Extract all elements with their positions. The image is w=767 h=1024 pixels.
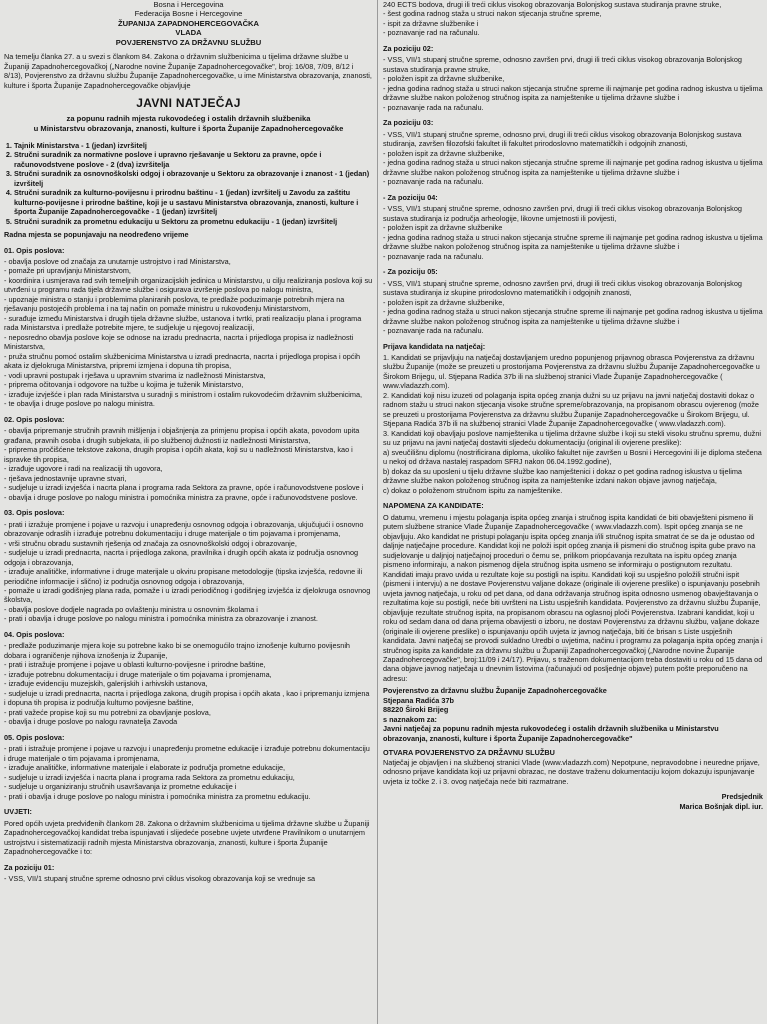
list-item: - obavlja poslove od značaja za unutarnje ustrojstvo i rad Ministarstva, [4,257,231,266]
otvara-heading: OTVARA POVJERENSTVO ZA DRŽAVNU SLUŽBU [383,748,555,758]
list-item: - obavlja pripremanje stručnih pravnih mišljenja i objašnjenja za primjenu propisa i općih akata, povodom upita građana, pravnih osoba i drugih subjekata, ili po službenoj dužnosti iz nadležnosti Ministarstva, [4,426,360,445]
position-item: 2. Stručni suradnik za normativne poslove i upravno rješavanje u Sektoru za pravne, opće i računovodstvene poslove - 2 (dva) izvršitelja [14,150,373,169]
address-line: Javni natječaj za popunu radnih mjesta rukovodećeg i ostalih državnih službenika u Ministarstvu obrazovanja, znanosti, kulture i športa Županije Zapadnohercegovačke" [383,724,719,743]
list-item: - položen ispit za državne službenike, [383,297,505,307]
list-item: - obavlja i druge poslove po nalogu ministra i pomoćnika ministra za pravne, opće i računovodstvene poslove. [4,492,358,502]
poz2-heading: Za poziciju 02: [383,43,434,53]
list-item: - prati i obavlja i druge poslove po nalogu ministra i pomoćnika ministra za prometnu edukaciju. [4,791,311,801]
list-item: - VSS, VII/1 stupanj stručne spreme, odnosno prvi, drugi ili treći ciklus visokog obrazovanja Bolonjskog sustava studiranja, završen filozofski fakultet ili fakultet prirodoslovno matematičkih i odgojnih znanosti, [383,129,742,149]
opis4-list [4,641,373,726]
list-item: - jedna godina radnog staža u struci nakon stjecanja stručne spreme ili najmanje pet godina radnog iskustva u tijelima državne službe nakon položenog stručnog ispita za namještenike u tijelima državne službe i [383,83,763,103]
signature-name: Marica Bošnjak dipl. iur. [679,801,763,811]
document-header [4,0,373,47]
list-item: 1. Kandidati se prijavljuju na natječaj dostavljanjem uredno popunjenog prijavnog obrasca Povjerenstva za državnu službu Županije (može se preuzeti u prostorijama Povjerenstva za državnu službu Županije Zapadnohercegovačke u Širokom Brijegu, ul. Stjepana Radića 37b ili na službenoj stranici Vlade Županije Zapadnohercegovačke ( www.vladazzh.com). [383,352,760,391]
poz2-list [383,55,763,112]
list-item: - upoznaje ministra o stanju i problemima planiranih poslova, te predlaže poduzimanje potrebnih mjera na rješavanju postojećih problema i na taj način on pomaže ministru u rukovođenju Ministarstvom, [4,294,345,314]
list-item: b) dokaz da su uposleni u tijelu državne službe kao namještenici i dokaz o pet godina radnog iskustva u tijelima državne službe nakon položenog stručnog ispita za namještenike izdani nakon objave javnog natječaja, [383,466,742,486]
list-item: - jedna godina radnog staža u struci nakon stjecanja stručne spreme ili najmanje pet godina radnog iskustva u tijelima državne službe nakon položenog stručnog ispita za namještenike u tijelima državne službe i [383,307,763,326]
list-item: - neposredno obavlja poslove koje se odnose na izradu prednacrta, nacrta i prijedloga propisa iz nadležnosti Ministarstva, [4,332,354,352]
opis3-list [4,520,373,624]
address-line: Stjepana Radića 37b [383,695,454,705]
position-item: 4. Stručni suradnik za kulturno-povijesnu i prirodnu baštinu - 1 (jedan) izvršitelj u Zavodu za zaštitu kulturno-povijesne i prirodne baštine, koji je u sastavu Ministarstva obrazovanja, znanosti, kulture i športa Županije Zapadnohercegovačke - 1 (jedan) izvršitelj [14,188,373,216]
uvjeti-heading: UVJETI: [4,807,32,817]
header-line-5: POVJERENSTVO ZA DRŽAVNU SLUŽBU [115,37,262,47]
list-item: - poznavanje rada na računalu. [383,251,484,261]
list-item: - prati i izražuje promjene i pojave u razvoju i unapređenju osnovnog odgoja i obrazovanja, ukjučujući i osnovno obrazovanje odraslih i izrađuje potrebnu dokumentaciju i druge materijale o tim pojavama i promjenama, [4,519,364,539]
list-item: - jedna godina radnog staža u struci nakon stjecanja stručne spreme ili najmanje pet godina radnog iskustva u tijelima državne službe nakon položenog stručnog ispita za namještenike u tijelima državne službe i [383,158,763,177]
subtitle-2: u Ministarstvu obrazovanja, znanosti, kulture i športa Županije Zapadnohercegovačke [33,123,344,133]
opis3-heading: 03. Opis poslova: [4,508,65,518]
list-item: - priprema očitovanja i odgovore na tužbe u kojima je tuženik Ministarstvo, [4,380,244,390]
list-item: - pomaže u izradi godišnjeg plana rada, pomaže i u izradi periodičnog i godišnjeg izvješća iz djelokruga osnovnog školstva, [4,585,371,605]
address-line: Povjerenstvo za državnu službu Županije Zapadnohercegovačke [383,686,607,696]
list-item: - koordinira i usmjerava rad svih temeljnih organizacijskih jedinica u Ministarstvu, u cilju realiziranja poslova koji su utvrđeni u programu rada tijela državne službe i osigurava izvršenje poslova po nalogu ministra, [4,275,373,295]
list-item: - izrađuje evidenciju muzejskih, galerijskih i arhivskih ustanova, [4,679,208,689]
list-item: - sudjeluje u izradi prednacrta, nacrta i prijedloga zakona, pravilnika i drugih općih akata iz područja osnovnog odgoja i obrazovanja, [4,548,359,567]
list-item: - poznavanje rada na računalu. [383,177,484,187]
list-item: - poznavanje rad na računalu. [383,28,480,38]
list-item: - prati i istražuje promjene i pojave u oblasti kulturno-povijesne i prirodne baštine, [4,660,266,670]
list-item: a) sveučilišnu diplomu (nostrificirana diploma, ukoliko fakultet nije završen u Bosni i Hercegovini ili je diploma stečena u nekoj od država nastalej raspadom SFRJ nakon 06.04.1992.godine), [383,447,762,467]
list-item: - obavlja poslove dodjele nagrada po ovlaštenju ministra u osnovnim školama i [4,604,258,614]
prijava-heading: Prijava kandidata na natječaj: [383,341,486,351]
list-item: - VSS, VII/1 stupanj stručne spreme, odnosno završen prvi, drugi ili treći ciklus visokog obrazovanja Bolonjskog sustava studiranja iz područja arheologije, likovne umjetnosti ili povijesti, [383,204,742,223]
left-column [4,0,373,1024]
list-item: - izrađuje analitičke, informativne materijale i elaborate iz područja prometne edukacije, [4,763,286,773]
opis5-list [4,744,373,801]
positions-list [4,141,373,226]
header-line-2: Federacija Bosne i Hercegovine [134,9,243,19]
list-item: 3. Kandidati koji obavljaju poslove namještenika u tijelima državne službe i koji su stekli visoku stručnu spremu, dužni su uz prijavu na javni natječaj dostaviti sljedeću dokumentaciju (original ili ovjerene preslike): [383,428,762,448]
list-item: - VSS, VII/1 stupanj stručne spreme, odnosno završen prvi, drugi ili treći ciklus visokog obrazovanja Bolonjskog sustava studiranja pravne struke, [383,55,742,74]
opis2-heading: 02. Opis poslova: [4,414,65,424]
list-item: 2. Kandidati koji nisu izuzeti od polaganja ispita općeg znanja dužni su uz prijavu na javni natječaj dostaviti dokaz o radnom stažu u struci nakon stjecanja visoke stručne spreme/obrazovanja, na propisanom obrascu ovjerenog (može se preuzeti u prostorijama Povjerenstva za državnu službu Županije Zapadnohercegovačke u Širokom Brijegu, ul. Stjepana Radića 37b ili na službenoj stranici Vlade Županije Zapadnohercegovačke ( www.vladazzh.com). [383,390,759,429]
opis1-heading: 01. Opis poslova: [4,245,65,255]
list-item: c) dokaz o položenom stručnom ispitu za namještenike. [383,485,563,495]
header-line-1: Bosna i Hercegovina [153,0,224,9]
opis1-list [4,257,373,409]
column-divider [377,0,378,1024]
list-item: - ispit za državne službenike i [383,18,479,28]
poz4-list [383,204,763,261]
right-column [383,0,763,1024]
list-item: - rješava jednostavnije upravne stvari, [4,473,127,483]
list-item: - izrađuje izvješće i plan rada Ministarstva u suradnji s ministrom i ostalim rukovodećim državnim službenicima, [4,389,363,399]
list-item: - vodi upravni postupak i rješava u upravnim stvarima iz nadležnosti Ministarstva, [4,370,266,380]
header-line-3: ŽUPANIJA ZAPADNOHERCEGOVAČKA [117,18,260,28]
position-item: 1. Tajnik Ministarstva - 1 (jedan) izvršitelj [14,141,373,150]
poz4-heading: - Za poziciju 04: [383,192,438,202]
employment-term: Radna mjesta se popunjavaju na neodređeno vrijeme [4,230,189,240]
poz3-heading: Za poziciju 03: [383,118,434,128]
list-item: - poznavanje rada na računalu. [383,102,484,112]
poz1-heading: Za poziciju 01: [4,862,55,872]
list-item: - šest godina radnog staža u struci nakon stjecanja stručne spreme, [383,9,602,19]
document-title: JAVNI NATJEČAJ [136,96,241,111]
list-item: - obavlja i druge poslove po nalogu ravnatelja Zavoda [4,717,178,727]
list-item: - izrađuje analitičke, informativne i druge materijale u okviru propisane metodologije (tipska izvješća, redovne ili periodične informacije i slično) iz područja osnovnog odgoja i obrazovanja, [4,567,363,586]
list-item: - prati i obavlja i druge poslove po nalogu ministra i pomoćnika ministra za obrazovanje i znanost. [4,614,318,624]
poz1-cont-list [383,0,763,38]
poz3-list [383,130,763,187]
list-item: - pomaže pri upravljanju Ministarstvom, [4,266,131,276]
list-item: - izrađuje ugovore i radi na realizaciji tih ugovora, [4,464,163,474]
address-line: s naznakom za: [383,714,437,724]
opis4-heading: 04. Opis poslova: [4,629,65,639]
header-line-4: VLADA [175,28,202,38]
list-item: - predlaže poduzimanje mjera koje su potrebne kako bi se onemogućilo trajno iznošenje kulturno povijesnih dobara i ograničenje njihova iznošenja iz Županije, [4,641,350,660]
list-item: - priprema pročišćene tekstove zakona, drugih propisa i općih akata, koji su u nadležnosti Ministarstva, kao i ispravke tih propisa, [4,445,353,464]
list-item: - sudjeluje u organiziranju stručnih usavršavanja iz prometne edukacije i [4,782,237,792]
otvara-text: Natječaj je objavljen i na službenoj stranici Vlade (www.vladazzh.com) Nepotpune, nepravodobne i neuredne prijave, odnosno prijave kandidata koji uz prijavni obrazac, ne dostave traženu dokumentaciju kojom dokazuju ispunjavanje uvjeta iz točke 2. i 3. ovog natječaja neće biti razmatrane. [383,757,760,786]
prijava-list [383,353,763,495]
list-item: - VSS, VII/1 stupanj stručne spreme, odnosno završen prvi, drugi ili treći ciklus visokog obrazovanja Bolonjskog sustava studiranja iz skupine prirodoslovno matematičkih i odgojnih znanosti, [383,278,742,298]
list-item: - položen ispit za državne službenike [383,223,503,233]
position-item: 5. Stručni suradnik za prometnu edukaciju u Sektoru za prometnu edukaciju - 1 (jedan) izvršitelj [14,217,373,226]
address-line: 88220 Široki Brijeg [383,705,449,715]
list-item: - položen ispit za državne službenike, [383,74,505,84]
list-item: 240 ECTS bodova, drugi ili treći ciklus visokog obrazovanja Bolonjskog sustava studiranja pravne struke, [383,0,722,9]
opis2-list [4,426,373,502]
list-item: - sudjeluje u izradi izvješća i nacrta plana i programa rada Sektora za prometnu edukaciju, [4,772,295,782]
signature-title: Predsjednik [721,792,763,802]
opis5-heading: 05. Opis poslova: [4,732,65,742]
position-item: 3. Stručni suradnik za osnovnoškolski odgoj i obrazovanje u Sektoru za obrazovanje i znanost - 1 (jedan) izvršitelj [14,169,373,188]
list-item: - surađuje između Ministarstva i drugih tijela državne službe, ustanova i tvrtki, prati realizaciju plana i programa rada Ministarstva i predlaže potrebite mjere, te sudjeluje u njegovoj realizaciji, [4,313,362,333]
poz1-start: - VSS, VII/1 stupanj stručne spreme odnosno prvi ciklus visokog obrazovanja koji se vrednuje sa [4,874,316,884]
list-item: - prati i istražuje promjene i pojave u razvoju i unapređenju prometne edukacije i izrađuje potrebnu dokumentaciju i druge materijale o tim pojavama i promjenama, [4,744,370,763]
list-item: - vrši stručnu obradu sustavnih rješenja od značaja za osnovnoškolski odgoj i obrazovanje, [4,538,297,548]
list-item: - položen ispit za državne službenike, [383,148,505,158]
list-item: - sudjeluje u izradi izvješća i nacrta plana i programa rada Sektora za pravne, opće i računovodstvene poslove i [4,483,364,493]
address-block [383,686,763,743]
napomena-heading: NAPOMENA ZA KANDIDATE: [383,501,484,511]
list-item: - poznavanje rada na računalu. [383,326,484,336]
list-item: - prati važeće propise koji su mu potrebni za obavljanje poslova, [4,707,211,717]
list-item: - izrađuje potrebnu dokumentaciju i druge materijale o tim pojavama i promjenama, [4,669,272,679]
poz5-heading: - Za poziciju 05: [383,267,438,277]
uvjeti-text: Pored općih uvjeta predviđenih člankom 28. Zakona o državnim službenicima u tijelima državne službe u Županiji Zapadnohercegovačkoj kandidat treba ispunjavati i slijedeće posebne uvjete utvrđene Pravilnikom o unutarnjem ustrojstvu i sistematizaciji radnih mjesta Ministarstva obrazovanja, znanosti, kulture i športa Županije Zapadnohercegovačke i to: [4,818,370,857]
signature-block [383,792,763,811]
list-item: - jedna godina radnog staža u struci nakon stjecanja stručne spreme ili najmanje pet godina radnog iskustva u tijelima državne službe nakon položenog stručnog ispita za namještenike u tijelima državne službe i [383,232,763,252]
subtitle-1: za popunu radnih mjesta rukovodećeg i ostalih državnih službenika [66,113,311,123]
poz5-list [383,279,763,336]
list-item: - sudjeluje u izradi prednacrta, nacrta i prijedloga zakona, drugih propisa i općih akata , kao i pripremanju izmjena i dopuna tih propisa iz područja kulturno povijesne baštine, [4,688,370,708]
list-item: - te obavlja i druge poslove po nalogu ministra. [4,399,155,409]
napomena-text: O datumu, vremenu i mjestu polaganja ispita općeg znanja i stručnog ispita kandidati će biti obavješteni pismeno ili putem službene stranice Vlade Županije Zapadnohercegovačke ( www.vladazzh.com). Ispit općeg znanja se ne objavljuju. Ako kandidat ne pristupi polaganju ispita općeg znanja i/ili stručnog ispita smatrat će se da je odustao od daljnje natječajne procedure. Kandidat koji ne položi ispit općeg znanja ili pismeni dio stručnog ispita gube pravo na sudjelovanje u daljnjoj natječajnoj proceduri o čemu se, prilikom priopćavanja rezultata na ispitu općeg znanja pismeno informiraju, a nakon pismenog dijela stručnog ispita usmeno se informiraju o postignutom rezultatu. Kandidati imaju pravo uvida u rezultate koje su postigli na ispitu. Kandidati koji su uspješno položili stručni ispit (pismeni i intervju) a ne dostave Povjerenstvu valjane dokaze (originale ili ovjerene preslike) o ispunjavanju posebnih uvjeta javnog natječaja, u roku od pet dana, od dana održavanja stručnog ispita odnosno usmenog obavještavanja o rezultatima koje su postigli, neće biti uvršteni na Listu uspješnih kandidata. Povjerenstvo za državnu službu Županije, objavljuje rezultate stručnog ispita, na propisanom obrascu na oglasnoj ploči Povjerenstva. Izabrani kandidat, koji u roku od sedam dana od dana prijema obavijesti o izboru, ne dostavi Povjerenstvu za državnu službu, valjane dokaze (originale ili ovjerene preslike) o ispunjavanju općih uvjeta iz javnog natječaja, biti će brisan s Liste uspješnih kandidata. Javni natječaj se provodi sukladno Uredbi o uvjetima, načinu i programu za polaganja ispita općeg znanja i stručnog ispita za kandidate za državnu službu u Županiji Zapadnohercegovačkoj („Narodne novine Županije Zapadnohercegovačke", broj:11/09 i 24/17). Prijavu, s traženom dokumentacijom treba dostaviti u roku od 15 dana od dana objave javnog natječaja u dnevnim listovima (računajući od posljednje objave) putem pošte preporučeno na adresu: [383,512,763,683]
list-item: - pruža stručnu pomoć ostalim službenicima Ministarstva u izradi prednacrta, nacrta i prijedloga propisa i općih akata iz djelokruga Ministarstva, pripremi izmjena i dopuna tih propisa, [4,351,361,371]
intro-paragraph: Na temelju članka 27. a u svezi s člankom 84. Zakona o državnim službenicima u tijelima državne službe u Županiji Zapadnohercegovačkoj („Narodne novine Županije Zapadnohercegovačke", broj: 16/08, 7/09, 8/12 i 8/13), Povjerenstvo za državnu službu Županije Zapadnohercegovačke, u ime Ministarstva obrazovanja, znanosti, kulture i športa Županije Zapadnohercegovačke objavljuje [4,52,372,90]
